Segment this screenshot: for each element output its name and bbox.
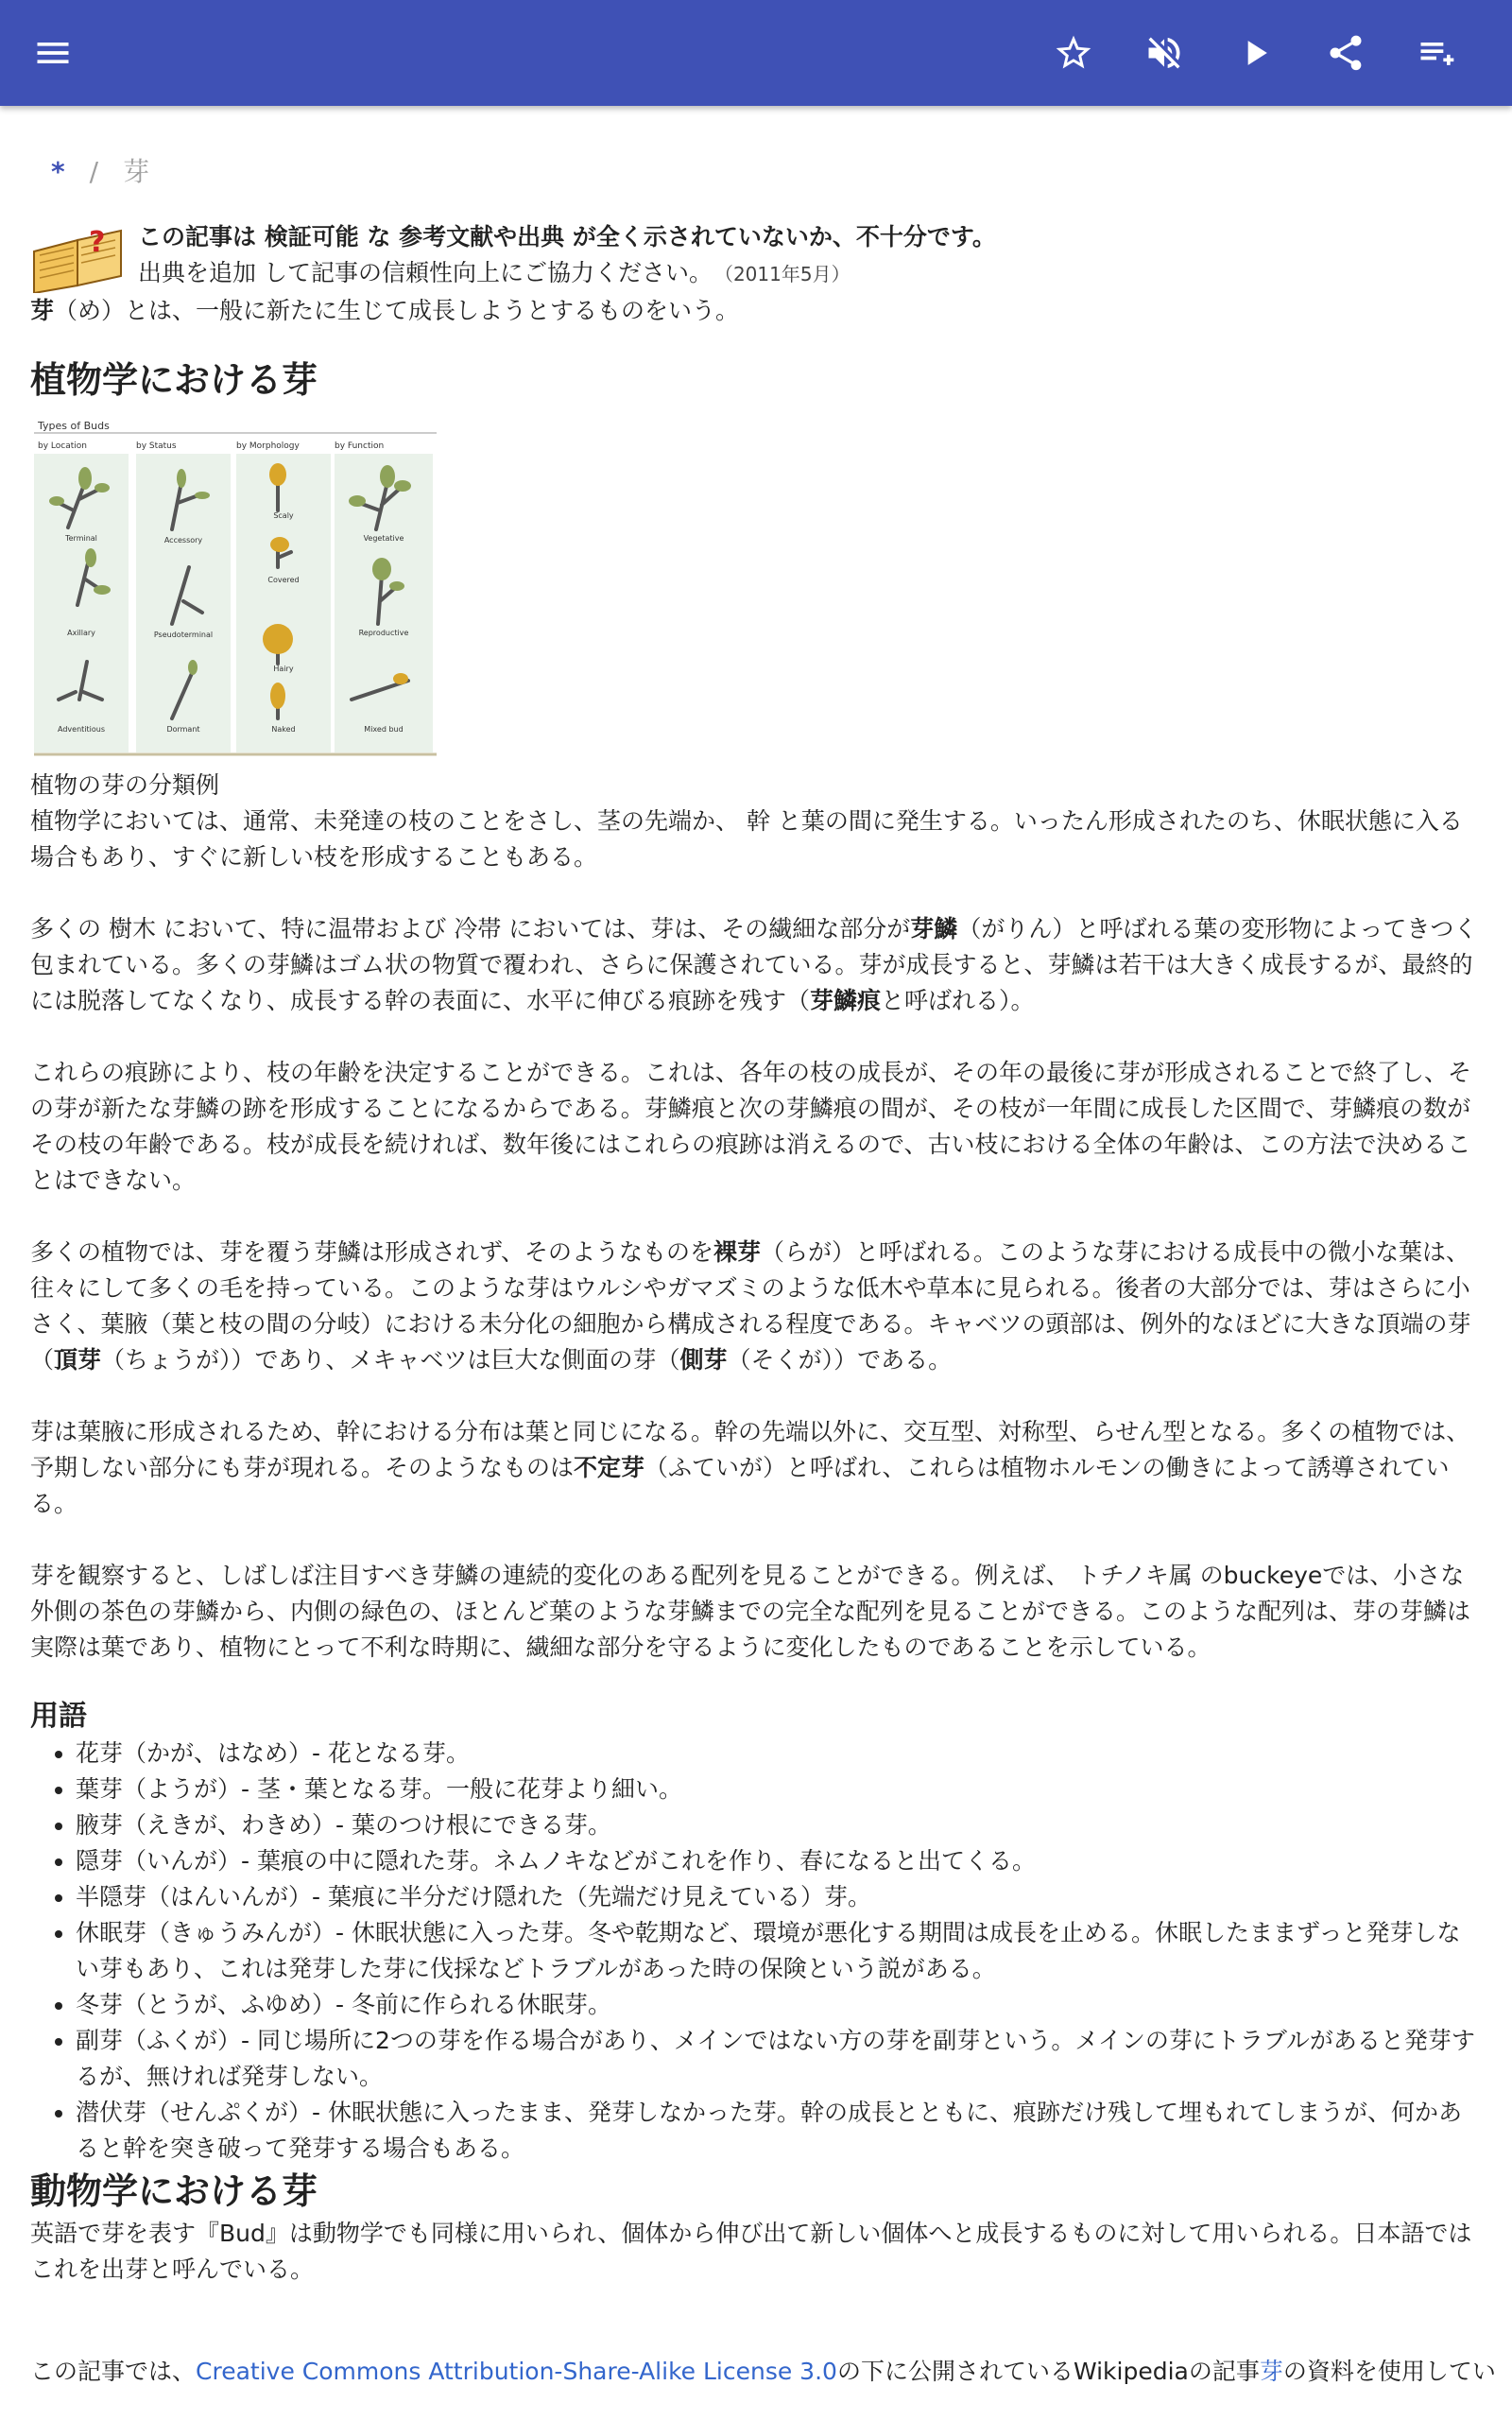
term-futeiga: 不定芽 (574, 1454, 645, 1481)
figure-caption: 植物の芽の分類例 (30, 771, 220, 799)
p4-text-g: （そくが））である。 (727, 1346, 953, 1374)
share-icon (1325, 32, 1366, 74)
list-item: • 副芽（ふくが）- 同じ場所に2つの芽を作る場合があり、メインではない方の芽を副芽という。メインの芽にトラブルがあると発芽するが、無ければ発芽しない。 (76, 2023, 1482, 2095)
p5-text-c: （ふていが）と呼ばれ、これらは植物ホルモンの働きによって誘導されている。 (30, 1454, 1450, 1517)
star-outline-icon (1053, 32, 1094, 74)
figure-label-naked: Naked (271, 725, 296, 734)
footer-text-pre: この記事では、 (30, 2358, 197, 2385)
figure-label-covered: Covered (267, 576, 300, 584)
term-sokuga: 側芽 (679, 1346, 728, 1374)
article-content (30, 151, 1496, 2390)
figure-label-scaly: Scaly (273, 511, 294, 520)
bud-types-figure[interactable] (30, 416, 438, 756)
article-link[interactable]: 芽 (1259, 2358, 1283, 2385)
bookmark-button[interactable] (1045, 25, 1102, 81)
figure-label-pseudoterminal: Pseudoterminal (153, 631, 214, 639)
figure-col-morphology: by Morphology (236, 441, 300, 451)
footer-text-mid: の下に公開されているWikipediaの記事 (836, 2358, 1260, 2385)
figure-label-accessory: Accessory (163, 536, 203, 544)
figure-label-mixed-bud: Mixed bud (364, 725, 404, 734)
figure-title: Types of Buds (38, 420, 110, 432)
figure-label-reproductive: Reproductive (358, 629, 409, 637)
play-icon (1234, 32, 1276, 74)
section-heading-botany: 植物学における芽 (30, 359, 318, 401)
botany-paragraph-3: これらの痕跡により、枝の年齢を決定することができる。これは、各年の枝の成長が、その年の最後に芽が形成されることで終了し、その芽が新たな芽鱗の跡を形成することになるからである。芽鱗痕と次の芽鱗痕の間が、その枝が一年間に成長した区間で、芽鱗痕の数がその枝の年齢である。枝が成長を続ければ、数年後にはこれらの痕跡は消えるので、古い枝における全体の年齢は、この方法で決めることはできない。 (30, 1059, 1472, 1194)
list-item: • 半隠芽（はんいんが）- 葉痕に半分だけ隠れた（先端だけ見えている）芽。 (76, 1879, 1482, 1915)
menu-icon (32, 32, 74, 74)
p4-text-a: 多くの植物では、芽を覆う芽鱗は形成されず、そのようなものを (30, 1238, 714, 1266)
notice-body (138, 255, 996, 292)
volume-off-icon (1143, 32, 1185, 74)
figure-label-dormant: Dormant (166, 725, 200, 734)
breadcrumb-home[interactable]: * (51, 156, 65, 187)
figure-col-location: by Location (38, 441, 87, 451)
list-item: • 葉芽（ようが）- 茎・葉となる芽。一般に花芽より細い。 (76, 1772, 1482, 1807)
figure-label-axillary: Axillary (67, 629, 95, 637)
p2-text-c: （がりん）と呼ばれる葉の変形物によってきつく包まれている。多くの芽鱗はゴム状の物質で覆われ、さらに保護されている。芽が成長すると、芽鱗は若干は大きく成長するが、最終的には脱落してなくなり、成長する幹の表面に、水平に伸びる痕跡を残す（ (30, 915, 1478, 1014)
list-item: • 隠芽（いんが）- 葉痕の中に隠れた芽。ネムノキなどがこれを作り、春になると出てくる。 (76, 1843, 1482, 1879)
svg-text:?: ? (89, 226, 106, 259)
list-item: • 冬芽（とうが、ふゆめ）- 冬前に作られる休眠芽。 (76, 1987, 1482, 2023)
breadcrumb-separator: / (89, 156, 99, 187)
figure-label-hairy: Hairy (273, 665, 294, 673)
p2-text-e: と呼ばれる）。 (881, 987, 1035, 1014)
section-heading-zoology: 動物学における芽 (30, 2170, 318, 2212)
menu-button[interactable] (25, 25, 81, 81)
notice-text: 出典を追加 して記事の信頼性向上にご協力ください。 (138, 259, 713, 286)
p2-text-a: 多くの 樹木 において、特に温帯および 冷帯 においては、芽は、その繊細な部分が (30, 915, 911, 942)
botany-paragraph-6: 芽を観察すると、しばしば注目すべき芽鱗の連続的変化のある配列を見ることができる。例えば、 トチノキ属 のbuckeyeでは、小さな外側の茶色の芽鱗から、内側の緑色の、ほとんど葉のような芽鱗までの完全な配列を見ることができる。このような配列は、芽の芽鱗は実際は葉であり、植物にとって不利な時期に、繊細な部分を守るように変化したものであることを示している。 (30, 1562, 1471, 1661)
figure-label-vegetative: Vegetative (363, 534, 404, 543)
p4-text-c: （らが）と呼ばれる。このような芽における成長中の微小な葉は、往々にして多くの毛を持っている。このような芽はウルシやガマズミのような低木や草本に見られる。後者の大部分では、芽はさらに小さく、葉腋（葉と枝の間の分岐）における未分化の細胞から構成される程度である。キャベツの頭部は、例外的なほどに大きな頂端の芽（ (30, 1238, 1471, 1374)
zoology-paragraph: 英語で芽を表す『Bud』は動物学でも同様に用いられ、個体から伸び出て新しい個体へと成長するものに対して用いられる。日本語ではこれを出芽と呼んでいる。 (30, 2220, 1472, 2283)
share-button[interactable] (1317, 25, 1374, 81)
intro-paragraph (30, 293, 1482, 329)
license-footer (30, 2354, 1496, 2390)
figure-label-terminal: Terminal (65, 534, 97, 543)
p5-text-a: 芽は葉腋に形成されるため、幹における分布は葉と同じになる。幹の先端以外に、交互型、対称型、らせん型となる。多くの植物では、予期しない部分にも芽が現れる。そのようなものは (30, 1418, 1470, 1481)
license-link[interactable]: Creative Commons Attribution-Share-Alike License 3.0 (196, 2358, 837, 2385)
intro-term: 芽 (30, 297, 55, 324)
book-question-icon (30, 219, 125, 293)
botany-paragraph-1: 植物学においては、通常、未発達の枝のことをさし、茎の先端か、 幹 と葉の間に発生する。いったん形成されたのち、休眠状態に入る場合もあり、すぐに新しい枝を形成することもある。 (30, 807, 1463, 871)
figure-col-status: by Status (136, 441, 177, 451)
playlist-icon (1416, 32, 1457, 74)
citation-notice (30, 219, 1482, 293)
playlist-button[interactable] (1408, 25, 1465, 81)
figure-label-adventitious: Adventitious (58, 725, 105, 734)
mute-button[interactable] (1136, 25, 1193, 81)
app-bar (0, 0, 1512, 106)
section-heading-terms: 用語 (30, 1700, 87, 1733)
play-button[interactable] (1227, 25, 1283, 81)
term-raga: 裸芽 (713, 1238, 762, 1266)
list-item: • 花芽（かが、はなめ）- 花となる芽。 (76, 1736, 1482, 1772)
footer-text-post: の資料を使用してい (1282, 2358, 1496, 2385)
botany-paragraph-5 (30, 1414, 1482, 1522)
list-item: • 潜伏芽（せんぷくが）- 休眠状態に入ったまま、発芽しなかった芽。幹の成長とともに、痕跡だけ残して埋もれてしまうが、何かあると幹を突き破って発芽する場合もある。 (76, 2095, 1482, 2167)
intro-text: （め）とは、一般に新たに生じて成長しようとするものをいう。 (54, 297, 740, 324)
breadcrumb (30, 151, 1482, 219)
notice-title: この記事は 検証可能 な 参考文献や出典 が全く示されていないか、不十分です。 (138, 223, 996, 251)
list-item: • 休眠芽（きゅうみんが）- 休眠状態に入った芽。冬や乾期など、環境が悪化する期間は成長を止める。休眠したままずっと発芽しない芽もあり、これは発芽した芽に伐採などトラブルがあった時の保険という説がある。 (76, 1915, 1482, 1987)
terms-list (30, 1736, 1482, 2167)
botany-paragraph-4 (30, 1235, 1482, 1378)
term-garin: 芽鱗 (910, 915, 958, 942)
notice-date: （2011年5月） (723, 263, 850, 285)
list-item: • 腋芽（えきが、わきめ）- 葉のつけ根にできる芽。 (76, 1807, 1482, 1843)
term-garinkon: 芽鱗痕 (810, 987, 882, 1014)
p4-text-e: （ちょうが））であり、メキャベツは巨大な側面の芽（ (101, 1346, 680, 1374)
breadcrumb-current: 芽 (123, 156, 150, 187)
botany-paragraph-2 (30, 911, 1482, 1019)
term-choga: 頂芽 (54, 1346, 102, 1374)
figure-col-function: by Function (335, 441, 385, 451)
